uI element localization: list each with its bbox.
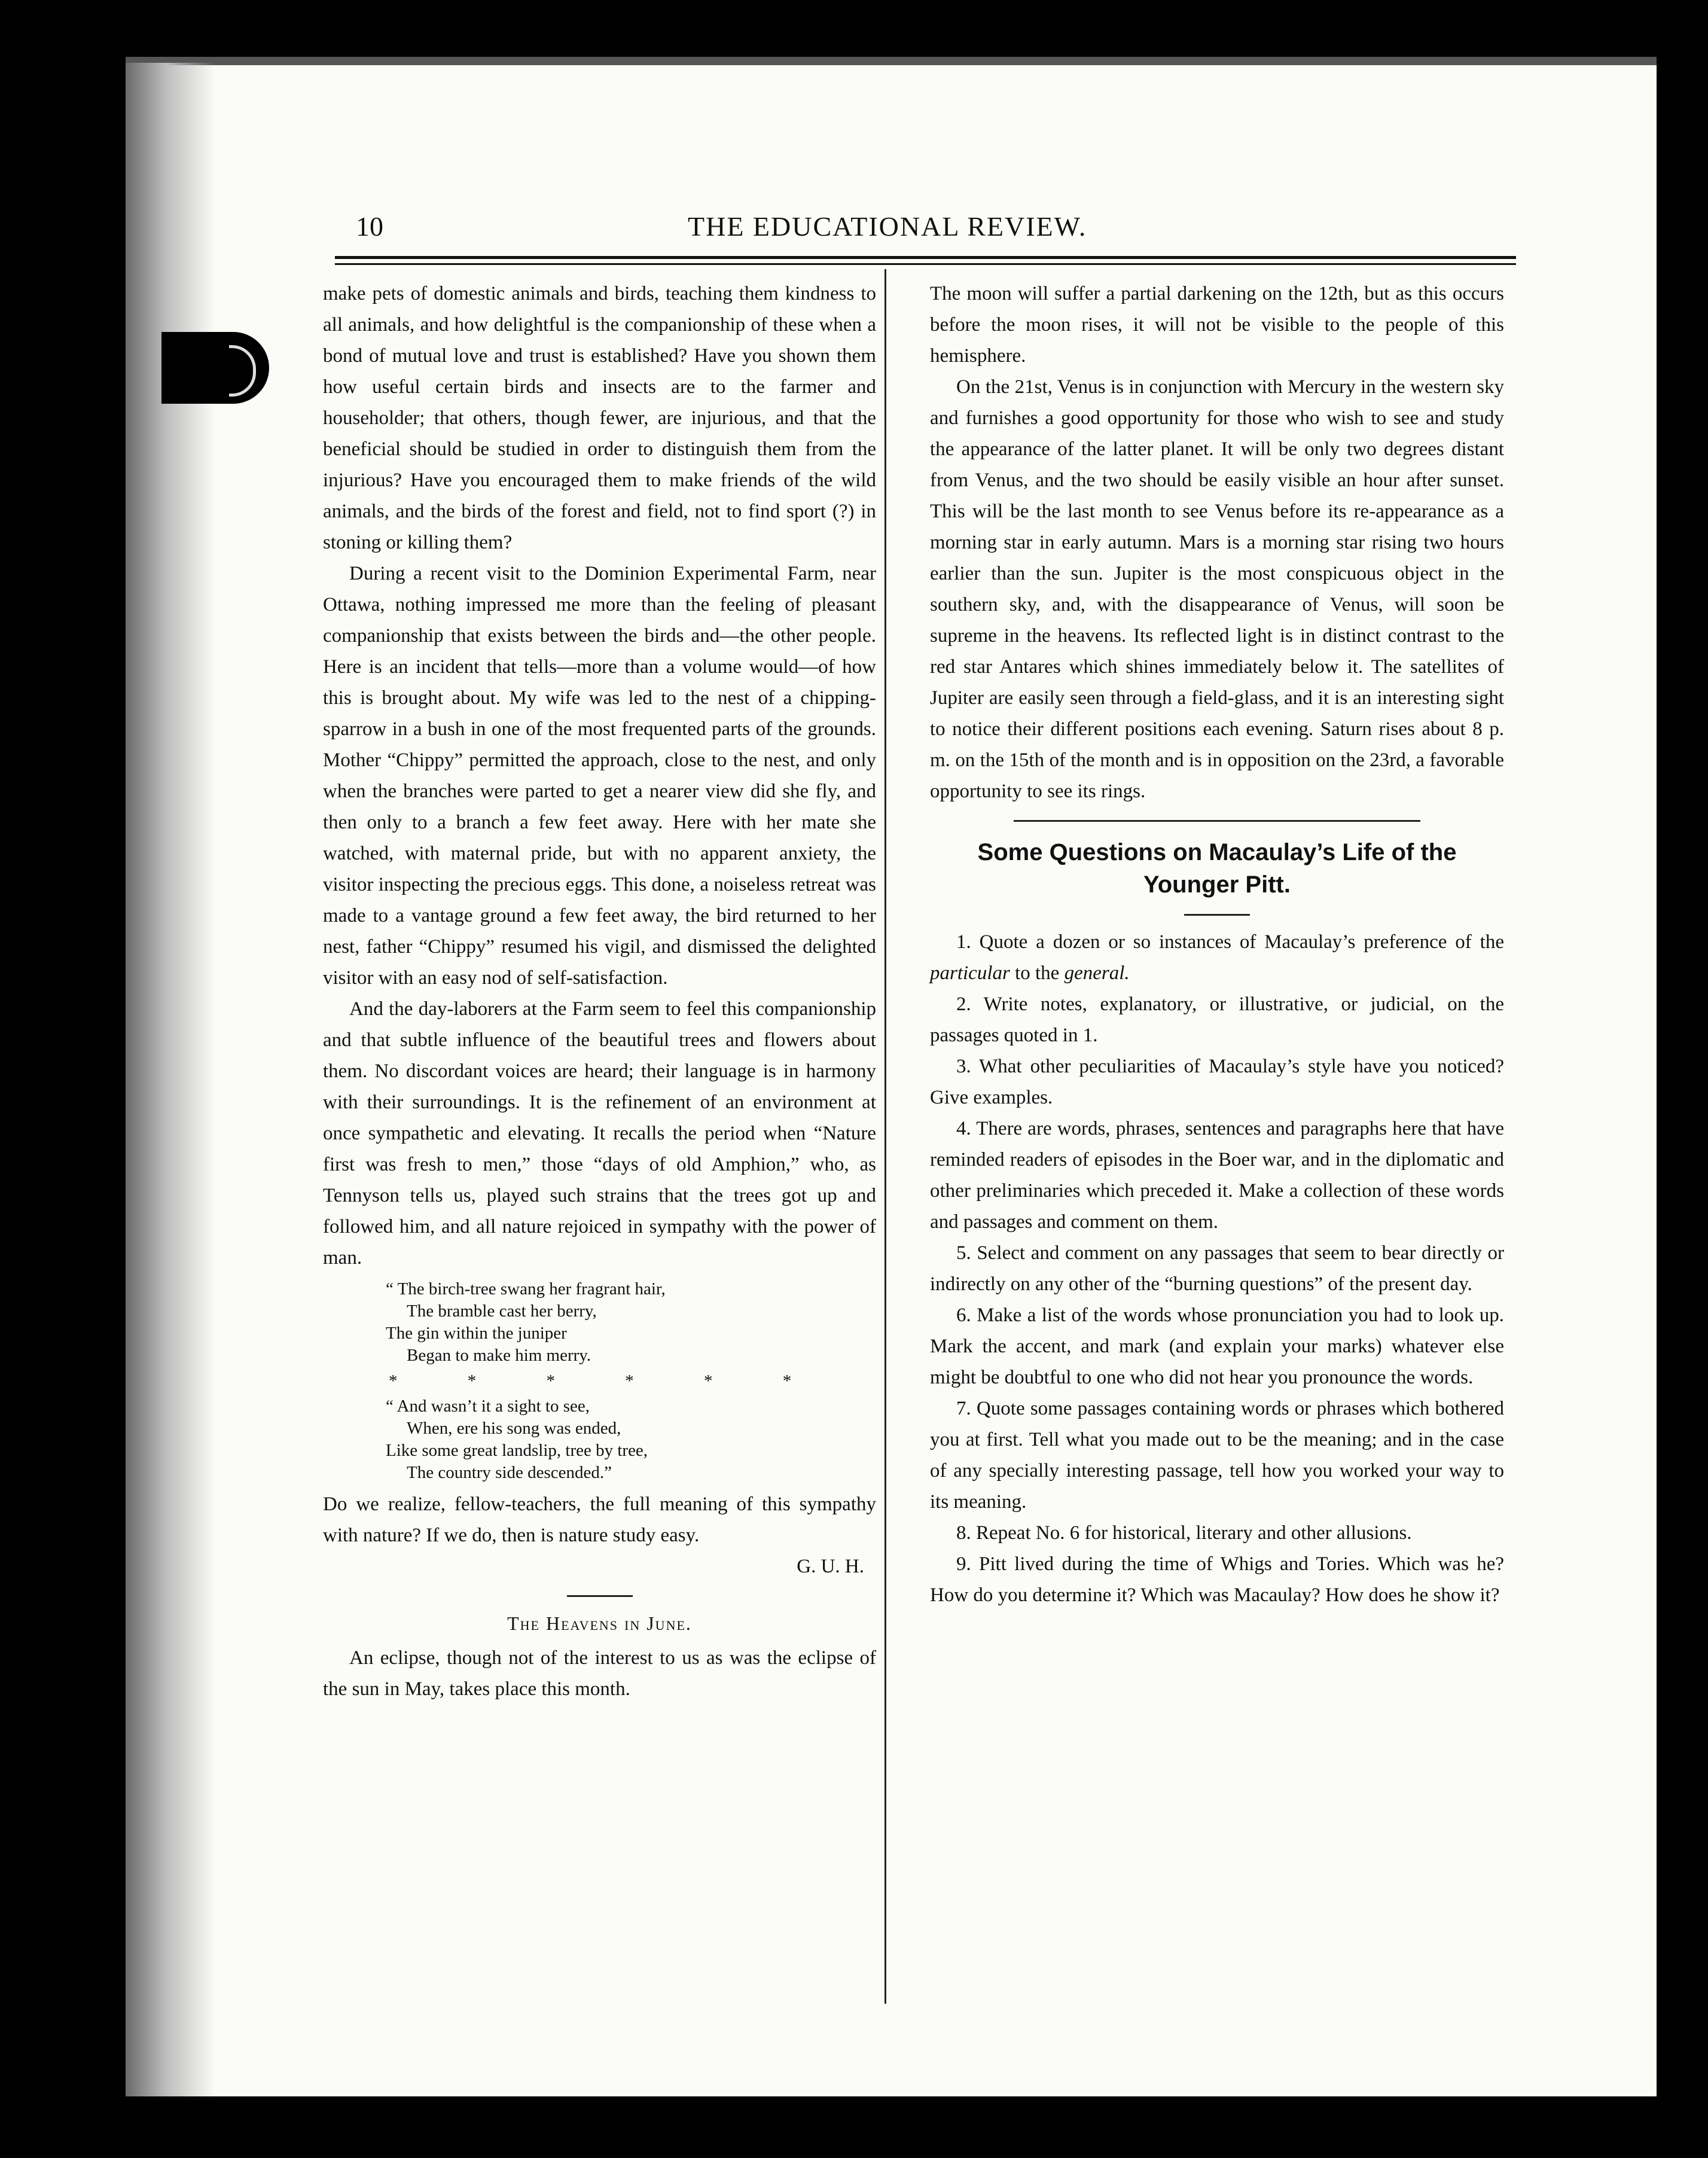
poem-stanza — [386, 1395, 876, 1484]
poem-line: “ And wasn’t it a sight to see, — [386, 1397, 590, 1416]
emphasis: particular — [930, 962, 1010, 984]
section-title: Some Questions on Macaulay’s Life of the Younger Pitt. — [977, 839, 1457, 898]
column-divider — [884, 269, 886, 2004]
paragraph: During a recent visit to the Dominion Experimental Farm, near Ottawa, nothing impressed me more than the feeling of pleasant companionship that exists between the birds and—the other people. Here is an incident that tells—more than a volume would—of how this is brought about. My wife was led to the nest of a chipping-sparrow in a bush in one of the most frequented parts of the grounds. Mother “Chippy” permitted the approach, close to the nest, and only when the branches were parted to get a nearer view did she fly, and then only to a branch a few feet away. Here with her mate she watched, with maternal pride, but with no apparent anxiety, the visitor inspecting the precious eggs. This done, a noiseless retreat was made to a vantage ground a few feet away, the bird returned to her nest, father “Chippy” resumed his vigil, and dismissed the delighted visitor with an easy nod of self-satisfaction. — [323, 563, 876, 989]
right-column — [930, 278, 1504, 1611]
short-divider — [1184, 914, 1250, 916]
poem-line: “ The birch-tree swang her fragrant hair, — [386, 1279, 666, 1299]
scanner-clip — [161, 332, 269, 404]
paragraph: make pets of domestic animals and birds, teaching them kindness to all animals, and how delightful is the companionship of these when a bond of mutual love and trust is established? Have you shown them how useful certain birds and insects are to the farmer and householder; that others, though fewer, are injurious, and that the beneficial should be studied in order to distinguish them from the injurious? Have you encouraged them to make friends of the wild animals, and the birds of the forest and field, not to find sport (?) in stoning or killing them? — [323, 283, 876, 553]
question-item — [930, 926, 1504, 989]
short-divider — [567, 1595, 633, 1597]
poem-line: When, ere his song was ended, — [407, 1419, 621, 1438]
question-item: 7. Quote some passages containing words or phrases which bothered you at first. Tell what you made out to be the meaning; and in the case of any specially interesting passage, tell how you worked your way to its meaning. — [930, 1398, 1504, 1513]
header-rule-thin — [335, 263, 1516, 265]
question-item: 9. Pitt lived during the time of Whigs and Tories. Which was he? How do you determine it? Which was Macaulay? How does he show it? — [930, 1553, 1504, 1606]
paragraph: An eclipse, though not of the interest to us as was the eclipse of the sun in May, takes place this month. — [323, 1647, 876, 1700]
poem-line: The gin within the juniper — [386, 1324, 567, 1343]
page-number: 10 — [356, 211, 383, 242]
question-text: to the — [1009, 962, 1065, 984]
stanza-break-stars: * * * * * * — [389, 1371, 792, 1391]
page-top-edge — [126, 57, 1657, 65]
section-divider — [1014, 820, 1420, 822]
poem-line: Began to make him merry. — [407, 1346, 591, 1365]
left-column — [323, 278, 876, 1705]
poem-line: The bramble cast her berry, — [407, 1301, 597, 1321]
question-item: 2. Write notes, explanatory, or illustrative, or judicial, on the passages quoted in 1. — [930, 993, 1504, 1046]
article-title: The Heavens in June. — [507, 1613, 692, 1634]
poem-stanza — [386, 1278, 876, 1367]
paragraph: The moon will suffer a partial darkening on the 12th, but as this occurs before the moon rises, it will not be visible to the people of this hemisphere. — [930, 283, 1504, 367]
running-head-title: THE EDUCATIONAL REVIEW. — [688, 211, 1087, 242]
question-item: 5. Select and comment on any passages that seem to bear directly or indirectly on any other of the “burning questions” of the present day. — [930, 1242, 1504, 1295]
poem-line: The country side descended.” — [407, 1463, 612, 1482]
paragraph: Do we realize, fellow-teachers, the full meaning of this sympathy with nature? If we do, then is nature study easy. — [323, 1493, 876, 1546]
paragraph: And the day-laborers at the Farm seem to feel this companionship and that subtle influence of the beautiful trees and flowers about them. No discordant voices are heard; their language is in harmony with their surroundings. It is the refinement of an environment at once sympathetic and elevating. It recalls the period when “Nature first was fresh to men,” those “days of old Amphion,” who, as Tennyson tells us, played such strains that the trees got up and followed him, and all nature rejoiced in sympathy with the power of man. — [323, 998, 876, 1269]
question-item: 8. Repeat No. 6 for historical, literary and other allusions. — [956, 1522, 1412, 1544]
poem-line: Like some great landslip, tree by tree, — [386, 1441, 648, 1460]
question-item: 6. Make a list of the words whose pronunciation you had to look up. Mark the accent, and mark (and explain your marks) whatever else might be doubtful to one who did not hear you pronounce the words. — [930, 1304, 1504, 1388]
question-list — [930, 926, 1504, 1611]
question-item: 4. There are words, phrases, sentences and paragraphs here that have reminded readers of episodes in the Boer war, and in the diplomatic and other preliminaries which preceded it. Make a collection of these words and passages and comment on them. — [930, 1118, 1504, 1233]
emphasis: general. — [1064, 962, 1130, 984]
header-rule — [335, 256, 1516, 259]
paragraph: On the 21st, Venus is in conjunction with Mercury in the western sky and furnishes a good opportunity for those who wish to see and study the appearance of the latter planet. It will be only two degrees distant from Venus, and the two should be easily visible an hour after sunset. This will be the last month to see Venus before its re-appearance as a morning star in early autumn. Mars is a morning star rising two hours earlier than the sun. Jupiter is the most conspicuous object in the southern sky, and, with the disappearance of Venus, will soon be supreme in the heavens. Its reflected light is in distinct contrast to the red star Antares which shines immediately below it. The satellites of Jupiter are easily seen through a field-glass, and it is an interesting sight to notice their different positions each evening. Saturn rises about 8 p. m. on the 15th of the month and is in opposition on the 23rd, a favorable opportunity to see its rings. — [930, 376, 1504, 802]
question-item: 3. What other peculiarities of Macaulay’s style have you noticed? Give examples. — [930, 1056, 1504, 1108]
author-initials: G. U. H. — [797, 1556, 864, 1577]
question-text: 1. Quote a dozen or so instances of Macaulay’s preference of the — [956, 931, 1504, 953]
